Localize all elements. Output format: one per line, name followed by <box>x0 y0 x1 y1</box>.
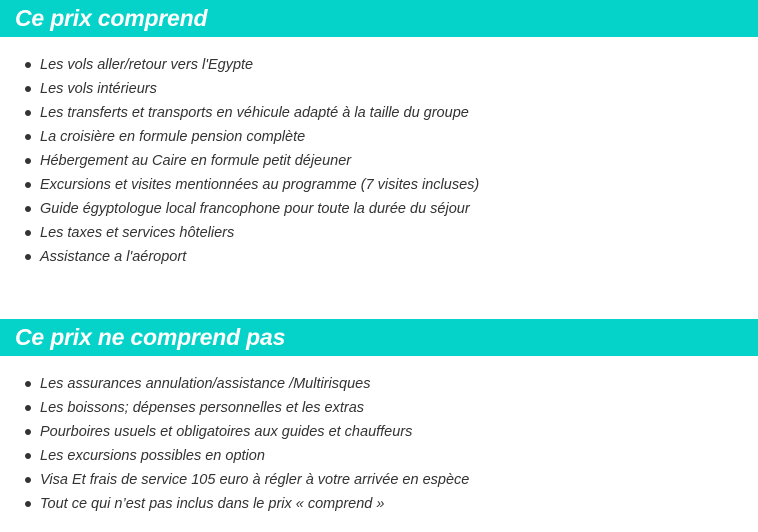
list-item <box>0 420 758 444</box>
list-item-text: Les assurances annulation/assistance /Multirisques <box>40 376 371 392</box>
included-list <box>0 53 758 269</box>
list-item-text: Les vols intérieurs <box>40 81 157 97</box>
bullet-icon <box>25 429 31 435</box>
bullet-icon <box>25 206 31 212</box>
bullet-icon <box>25 158 31 164</box>
list-item-text: Pourboires usuels et obligatoires aux guides et chauffeurs <box>40 424 413 440</box>
list-item <box>0 492 758 516</box>
excluded-section <box>0 319 758 516</box>
list-item-text: Guide égyptologue local francophone pour toute la durée du séjour <box>40 201 470 217</box>
list-item <box>0 197 758 221</box>
bullet-icon <box>25 381 31 387</box>
list-item-text: Les vols aller/retour vers l'Egypte <box>40 57 254 73</box>
list-item <box>0 77 758 101</box>
list-item <box>0 372 758 396</box>
list-item-text: Les boissons; dépenses personnelles et les extras <box>40 400 365 416</box>
list-item <box>0 444 758 468</box>
bullet-icon <box>25 62 31 68</box>
list-item-text: Les excursions possibles en option <box>40 448 265 464</box>
list-item <box>0 396 758 420</box>
list-item-text: La croisière en formule pension complète <box>40 129 306 145</box>
list-item-text: Les transferts et transports en véhicule adapté à la taille du groupe <box>40 105 469 121</box>
bullet-icon <box>25 453 31 459</box>
list-item-text: Tout ce qui n’est pas inclus dans le prix « comprend » <box>40 496 385 512</box>
list-item-text: Hébergement au Caire en formule petit déjeuner <box>40 153 352 169</box>
list-item <box>0 149 758 173</box>
included-header: Ce prix comprend <box>0 0 758 37</box>
list-item-text: Les taxes et services hôteliers <box>40 225 235 241</box>
bullet-icon <box>25 230 31 236</box>
bullet-icon <box>25 110 31 116</box>
excluded-header: Ce prix ne comprend pas <box>0 319 758 356</box>
bullet-icon <box>25 86 31 92</box>
bullet-icon <box>25 134 31 140</box>
list-item-text: Visa Et frais de service 105 euro à régler à votre arrivée en espèce <box>40 472 470 488</box>
list-item <box>0 173 758 197</box>
excluded-list <box>0 372 758 516</box>
list-item <box>0 221 758 245</box>
bullet-icon <box>25 182 31 188</box>
bullet-icon <box>25 254 31 260</box>
bullet-icon <box>25 405 31 411</box>
list-item <box>0 53 758 77</box>
list-item <box>0 101 758 125</box>
list-item-text: Excursions et visites mentionnées au programme (7 visites incluses) <box>40 177 480 193</box>
list-item-text: Assistance a l'aéroport <box>40 249 187 265</box>
bullet-icon <box>25 477 31 483</box>
list-item <box>0 468 758 492</box>
bullet-icon <box>25 501 31 507</box>
list-item <box>0 125 758 149</box>
list-item <box>0 245 758 269</box>
